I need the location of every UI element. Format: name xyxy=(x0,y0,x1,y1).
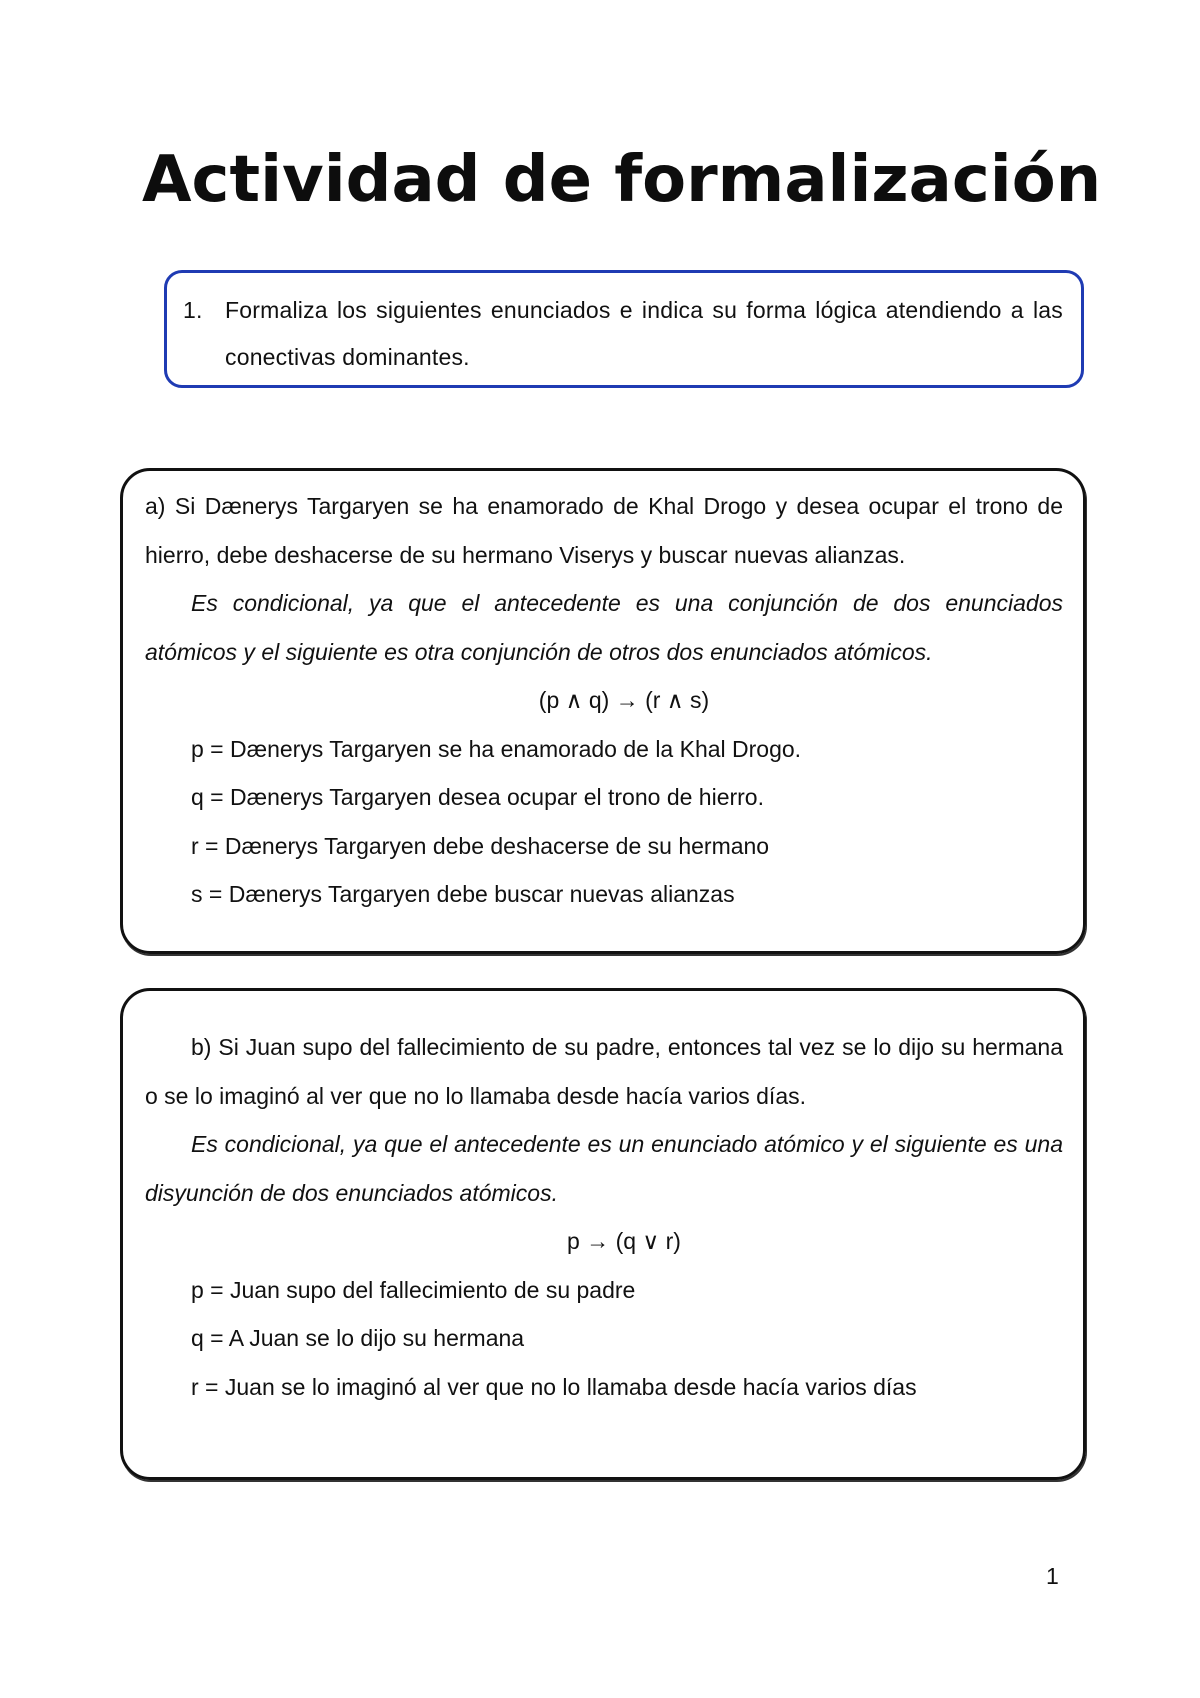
exercise-a-box xyxy=(120,468,1086,954)
exercise-a-statement: a) Si Dænerys Targaryen se ha enamorado de Khal Drogo y desea ocupar el trono de hierro, debe deshacerse de su hermano Viserys y buscar nuevas alianzas. xyxy=(145,493,1063,568)
exercise-b-variable-p: p = Juan supo del fallecimiento de su padre xyxy=(191,1276,636,1303)
exercise-b-statement: b) Si Juan supo del fallecimiento de su padre, entonces tal vez se lo dijo su hermana o se lo imaginó al ver que no lo llamaba desde hacía varios días. xyxy=(145,1034,1063,1109)
exercise-b-content xyxy=(145,1023,1063,1411)
exercise-a-variable-p: p = Dænerys Targaryen se ha enamorado de la Khal Drogo. xyxy=(191,735,802,762)
exercise-a-formula: (p ∧ q) → (r ∧ s) xyxy=(538,687,710,713)
instruction-number: 1. xyxy=(183,297,203,323)
instruction-item xyxy=(183,287,1063,381)
exercise-a-variable-s: s = Dænerys Targaryen debe buscar nuevas alianzas xyxy=(191,881,735,907)
exercise-a-explanation: Es condicional, ya que el antecedente es una conjunción de dos enunciados atómicos y el siguiente es otra conjunción de otros dos enunciados atómicos. xyxy=(145,590,1063,665)
page-title: Actividad de formalización xyxy=(142,143,1102,217)
exercise-b-variable-r: r = Juan se lo imaginó al ver que no lo llamaba desde hacía varios días xyxy=(191,1373,917,1400)
exercise-a-content xyxy=(145,482,1063,919)
exercise-b-formula: p → (q ∨ r) xyxy=(567,1228,681,1254)
page-number: 1 xyxy=(1046,1563,1059,1589)
exercise-a-variable-r: r = Dænerys Targaryen debe deshacerse de su hermano xyxy=(191,832,770,859)
instruction-text: Formaliza los siguientes enunciados e indica su forma lógica atendiendo a las conectivas dominantes. xyxy=(225,297,1063,370)
instruction-box xyxy=(164,270,1084,388)
exercise-b-box xyxy=(120,988,1086,1480)
exercise-a-variable-q: q = Dænerys Targaryen desea ocupar el trono de hierro. xyxy=(191,784,764,810)
exercise-b-explanation: Es condicional, ya que el antecedente es un enunciado atómico y el siguiente es una disyunción de dos enunciados atómicos. xyxy=(145,1131,1063,1206)
exercise-b-variable-q: q = A Juan se lo dijo su hermana xyxy=(191,1325,525,1351)
